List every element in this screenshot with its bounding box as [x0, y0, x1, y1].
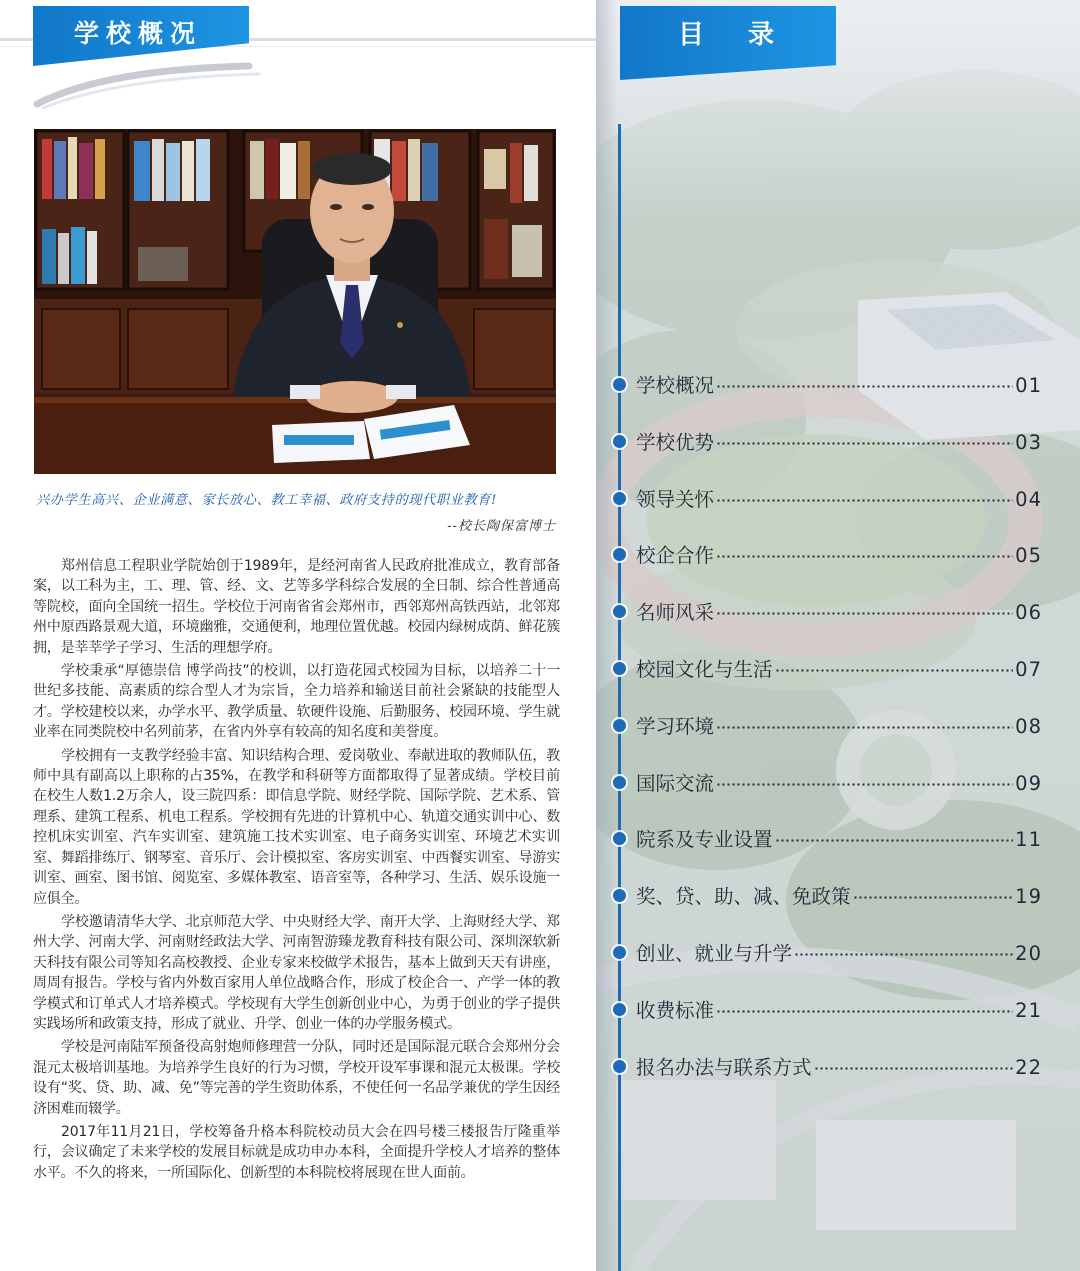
toc-item-label: 院系及专业设置 — [636, 828, 773, 852]
overview-paragraph: 郑州信息工程职业学院始创于1989年，是经河南省人民政府批准成立，教育部备案，以工科为主，工、理、管、经、文、艺等多学科综合发展的全日制、综合性普通高等院校，面向全国统一招生。学校位于河南省省会郑州市，西邻郑州高铁西站，北邻郑州中原西路景观大道，环境幽雅，交通便利，地理位置优越。校园内绿树成荫、鲜花簇拥，是莘莘学子学习、生活的理想学府。 — [33, 558, 560, 656]
toc-item-page: 08 — [1015, 714, 1042, 738]
toc-item-page: 20 — [1015, 941, 1042, 965]
toc-item-departments[interactable] — [596, 821, 1080, 878]
bullet-dot-icon — [613, 832, 626, 845]
toc-item-label: 创业、就业与升学 — [636, 941, 793, 965]
toc-item-label: 国际交流 — [636, 771, 715, 795]
toc-title: 目录 — [677, 20, 818, 50]
toc-item-page: 11 — [1015, 828, 1042, 852]
toc-item-page: 19 — [1015, 885, 1042, 909]
dot-leader — [853, 896, 1014, 899]
toc-item-cooperation[interactable] — [596, 537, 1080, 594]
quote-author: --校长陶保富博士 — [447, 519, 556, 534]
overview-paragraph: 学校邀请清华大学、北京师范大学、中央财经大学、南开大学、上海财经大学、郑州大学、河南大学、河南财经政法大学、河南智游臻龙教育科技有限公司、深圳深软新天科技有限公司等知名高校教授、企业专家来校做学术报告，基本上做到天天有讲座，周周有报告。学校与省内外数百家用人单位战略合作，形成了校企合一、产学一体的教学模式和订单式人才培养模式。学校现有大学生创新创业中心，为勇于创业的学子提供实践场所和政策支持，形成了就业、升学、创业一体的办学服务模式。 — [33, 913, 560, 1032]
bullet-dot-icon — [613, 889, 626, 902]
toc-item-financial-aid[interactable] — [596, 878, 1080, 935]
toc-item-page: 21 — [1015, 998, 1042, 1022]
bullet-dot-icon — [613, 662, 626, 675]
bullet-dot-icon — [613, 435, 626, 448]
dot-leader — [716, 783, 1013, 786]
dot-leader — [775, 669, 1014, 672]
overview-paragraph: 学校是河南陆军预备役高射炮师修理营一分队，同时还是国际混元联合会郑州分会混元太极培训基地。为培养学生良好的行为习惯，学校开设军事课和混元太极课。学校设有“奖、贷、助、减、免”等完善的学生资助体系，不使任何一名品学兼优的学生因经济困难而辍学。 — [33, 1039, 560, 1117]
toc-item-fees[interactable] — [596, 992, 1080, 1049]
toc-item-label: 学校优势 — [636, 430, 715, 454]
bullet-dot-icon — [613, 1060, 626, 1073]
toc-item-label: 校园文化与生活 — [636, 657, 773, 681]
toc-item-label: 奖、贷、助、减、免政策 — [636, 885, 851, 909]
bullet-dot-icon — [613, 1003, 626, 1016]
bullet-dot-icon — [613, 719, 626, 732]
dot-leader — [716, 442, 1013, 445]
toc-item-environment[interactable] — [596, 708, 1080, 765]
table-of-contents — [596, 367, 1080, 1105]
toc-item-label: 学习环境 — [636, 714, 715, 738]
toc-item-label: 校企合作 — [636, 544, 715, 568]
toc-item-overview[interactable] — [596, 367, 1080, 424]
toc-item-page: 07 — [1015, 657, 1042, 681]
dot-leader — [716, 726, 1013, 729]
president-photo-image — [34, 129, 556, 474]
toc-item-page: 06 — [1015, 601, 1042, 625]
contents-page — [596, 0, 1080, 1271]
toc-item-international[interactable] — [596, 765, 1080, 822]
toc-item-label: 报名办法与联系方式 — [636, 1055, 812, 1079]
toc-item-page: 03 — [1015, 430, 1042, 454]
president-quote: 兴办学生高兴、企业满意、家长放心、教工幸福、政府支持的现代职业教育! — [36, 493, 497, 508]
toc-item-page: 22 — [1015, 1055, 1042, 1079]
bullet-dot-icon — [613, 548, 626, 561]
dot-leader — [814, 1067, 1014, 1070]
bullet-dot-icon — [613, 378, 626, 391]
toc-item-admissions-contact[interactable] — [596, 1049, 1080, 1106]
toc-item-page: 04 — [1015, 487, 1042, 511]
toc-item-label: 名师风采 — [636, 601, 715, 625]
overview-body — [33, 556, 560, 1186]
toc-item-label: 领导关怀 — [636, 487, 715, 511]
bullet-dot-icon — [613, 492, 626, 505]
president-photo — [34, 129, 556, 474]
toc-item-label: 学校概况 — [636, 374, 715, 397]
bullet-dot-icon — [613, 946, 626, 959]
toc-item-page: 09 — [1015, 771, 1042, 795]
dot-leader — [716, 385, 1013, 388]
dot-leader — [775, 839, 1014, 842]
bullet-dot-icon — [613, 605, 626, 618]
toc-item-leadership[interactable] — [596, 481, 1080, 538]
dot-leader — [716, 1010, 1013, 1013]
toc-item-label: 收费标准 — [636, 998, 715, 1022]
toc-item-page: 05 — [1015, 544, 1042, 568]
toc-item-campus-life[interactable] — [596, 651, 1080, 708]
toc-item-careers[interactable] — [596, 935, 1080, 992]
dot-leader — [716, 499, 1013, 502]
dot-leader — [716, 612, 1013, 615]
toc-item-teachers[interactable] — [596, 594, 1080, 651]
dot-leader — [716, 555, 1013, 558]
bullet-dot-icon — [613, 776, 626, 789]
overview-paragraph: 学校拥有一支教学经验丰富、知识结构合理、爱岗敬业、奉献进取的教师队伍，教师中具有副高以上职称的占35%，在教学和科研等方面都取得了显著成绩。学校目前在校生人数1.2万余人，设三院四系：即信息学院、财经学院、国际学院、艺术系、管理系、建筑工程系、机电工程系。学校拥有先进的计算机中心、轨道交通实训中心、数控机床实训室、汽车实训室、建筑施工技术实训室、电子商务实训室、环境艺术实训室、舞蹈排练厅、钢琴室、音乐厅、会计模拟室、客房实训室、中西餐实训室、导游实训室、画室、图书馆、阅览室、多媒体教室、语音室等，各种学习、生活、娱乐设施一应俱全。 — [33, 747, 560, 907]
dot-leader — [794, 953, 1013, 956]
toc-item-page: 01 — [1015, 374, 1042, 397]
banner-swoosh — [33, 60, 263, 110]
toc-item-advantages[interactable] — [596, 424, 1080, 481]
overview-paragraph: 2017年11月21日，学校筹备升格本科院校动员大会在四号楼三楼报告厅隆重举行，会议确定了未来学校的发展目标就是成功申办本科，全面提升学校人才培养的整体水平。不久的将来，一所国际化、创新型的本科院校将展现在世人面前。 — [33, 1123, 560, 1181]
overview-paragraph: 学校秉承“厚德崇信 博学尚技”的校训，以打造花园式校园为目标，以培养二十一世纪多技能、高素质的综合型人才为宗旨，全力培养和输送目前社会紧缺的技能型人才。学校建校以来，办学水平、教学质量、软硬件设施、后勤服务、校园环境、学生就业率在同类院校中名列前茅，在省内外享有较高的知名度和美誉度。 — [33, 663, 560, 741]
section-title: 学校概况 — [73, 19, 202, 48]
